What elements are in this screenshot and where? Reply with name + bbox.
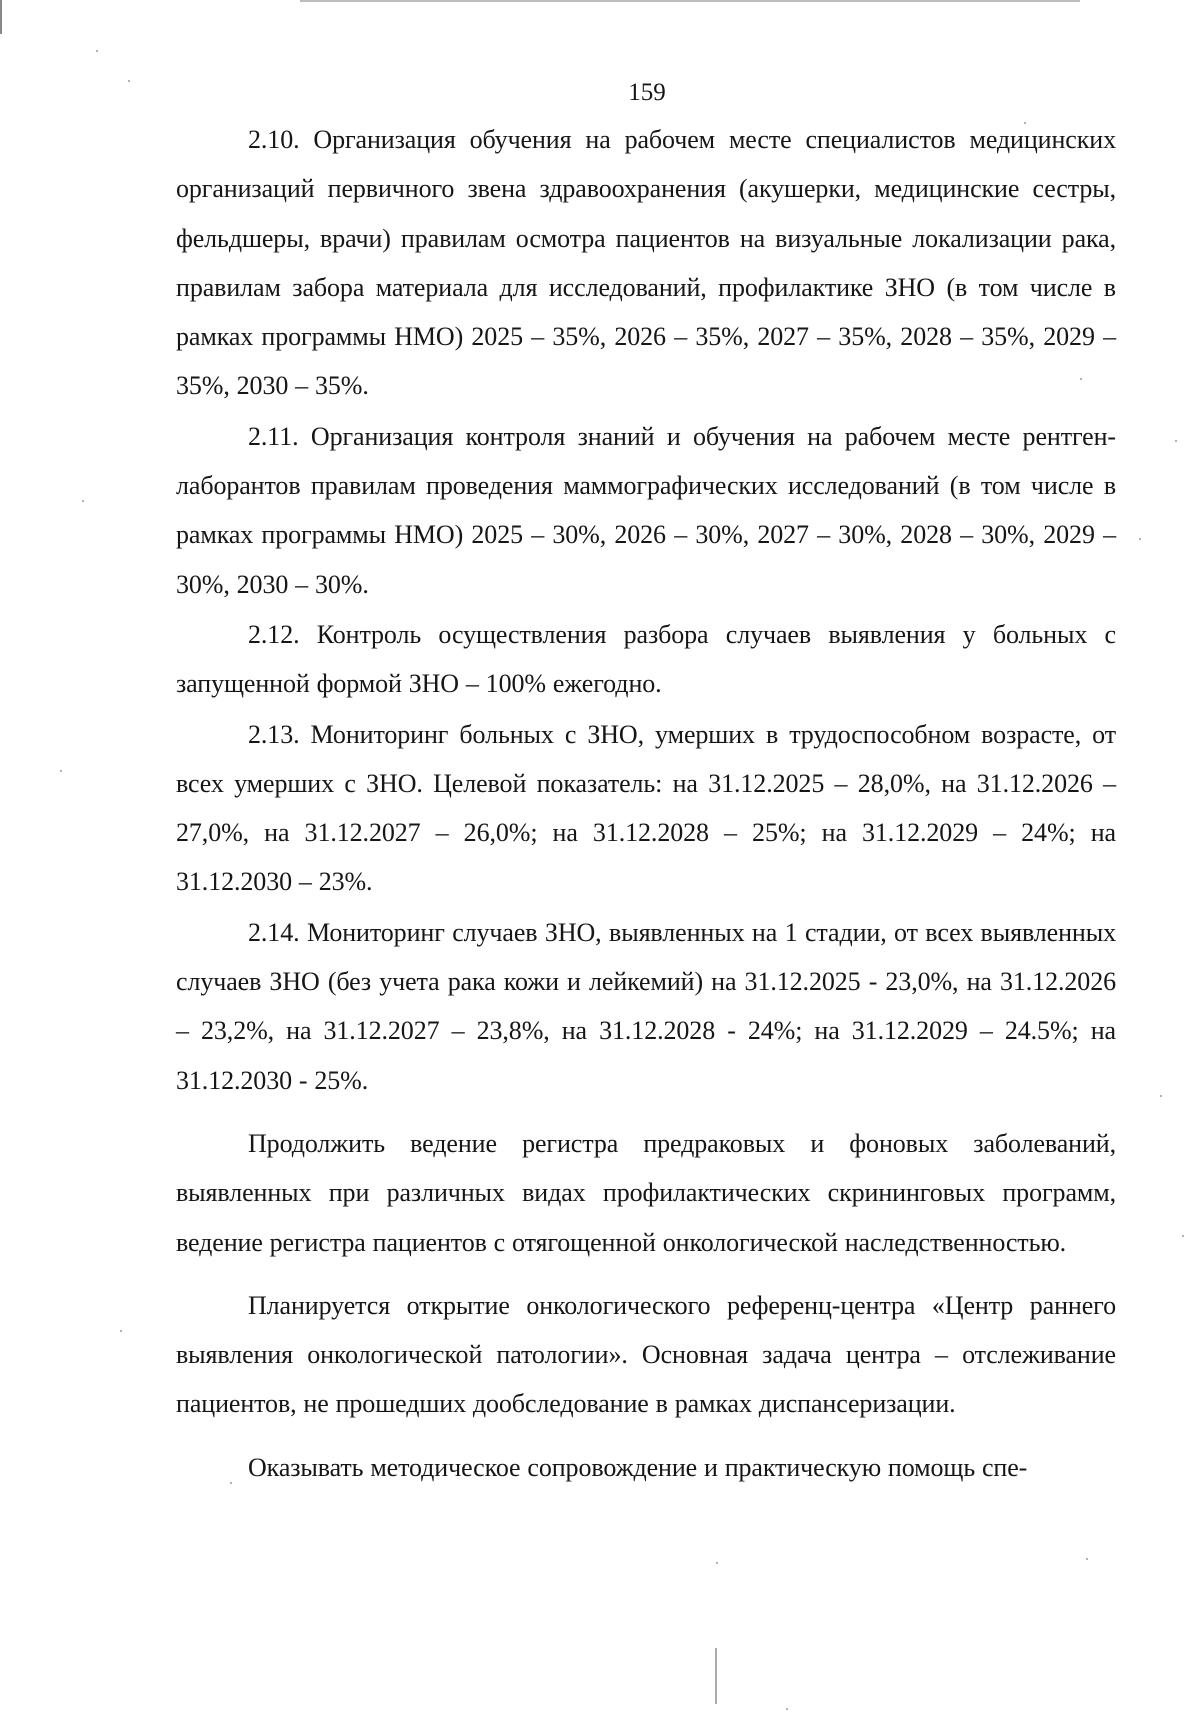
scan-speck [786,1708,788,1710]
scan-speck [1139,538,1141,540]
scan-speck [230,1482,232,1484]
scan-speck [1160,1095,1162,1097]
scan-speck [60,770,62,772]
scan-speck [1024,122,1026,124]
paragraph-methodical-support: Оказывать методическое сопровождение и практическую помощь спе- [248,1452,1028,1482]
scan-speck [82,500,84,502]
scan-speck [1175,440,1177,442]
scan-speck [96,50,98,52]
page-body [176,115,1116,1493]
scan-speck [1182,1235,1184,1237]
page-number: 159 [628,79,666,106]
scan-bottom-mark [715,1648,717,1704]
paragraph-2-14: 2.14. Мониторинг случаев ЗНО, выявленных на 1 стадии, от всех выявленных случаев ЗНО (без учета рака кожи и лейкемий) на 31.12.2025 - 23,0%, на 31.12.2026 – 23,2%, на 31.12.2027 – 23,8%, на 31.12.2028 - 24%; на 31.12.2029 – 24.5%; на 31.12.2030 - 25%. [176,917,1116,1095]
scan-speck [128,80,130,82]
scan-speck [716,1562,718,1564]
scan-speck [120,1330,122,1332]
paragraph-reference-center: Планируется открытие онкологического референц-центра «Центр раннего выявления онкологической патологии». Основная задача центра – отслеживание пациентов, не прошедших дообследование в рамках диспансеризации. [176,1290,1116,1419]
paragraph-register: Продолжить ведение регистра предраковых и фоновых заболеваний, выявленных при различных видах профилактических скрининговых программ, ведение регистра пациентов с отягощенной онкологической наследственностью. [176,1128,1116,1257]
scan-speck [1086,1558,1088,1560]
scan-speck [1080,378,1082,380]
scan-top-rule [300,0,1080,2]
paragraph-2-13: 2.13. Мониторинг больных с ЗНО, умерших в трудоспособном возрасте, от всех умерших с ЗНО. Целевой показатель: на 31.12.2025 – 28,0%, на 31.12.2026 – 27,0%, на 31.12.2027 – 26,0%; на 31.12.2028 – 25%; на 31.12.2029 – 24%; на 31.12.2030 – 23%. [176,719,1116,897]
paragraph-2-10: 2.10. Организация обучения на рабочем месте специалистов медицинских организаций первичного звена здравоохранения (акушерки, медицинские сестры, фельдшеры, врачи) правилам осмотра пациентов на визуальные локализации рака, правилам забора материала для исследований, профилактике ЗНО (в том числе в рамках программы НМО) 2025 – 35%, 2026 – 35%, 2027 – 35%, 2028 – 35%, 2029 – 35%, 2030 – 35%. [176,125,1116,401]
scan-left-edge-mark [0,0,2,34]
paragraph-2-11: 2.11. Организация контроля знаний и обучения на рабочем месте рентген-лаборантов правилам проведения маммографических исследований (в том числе в рамках программы НМО) 2025 – 30%, 2026 – 30%, 2027 – 30%, 2028 – 30%, 2029 – 30%, 2030 – 30%. [176,421,1116,599]
paragraph-2-12: 2.12. Контроль осуществления разбора случаев выявления у больных с запущенной формой ЗНО – 100% ежегодно. [176,619,1116,699]
